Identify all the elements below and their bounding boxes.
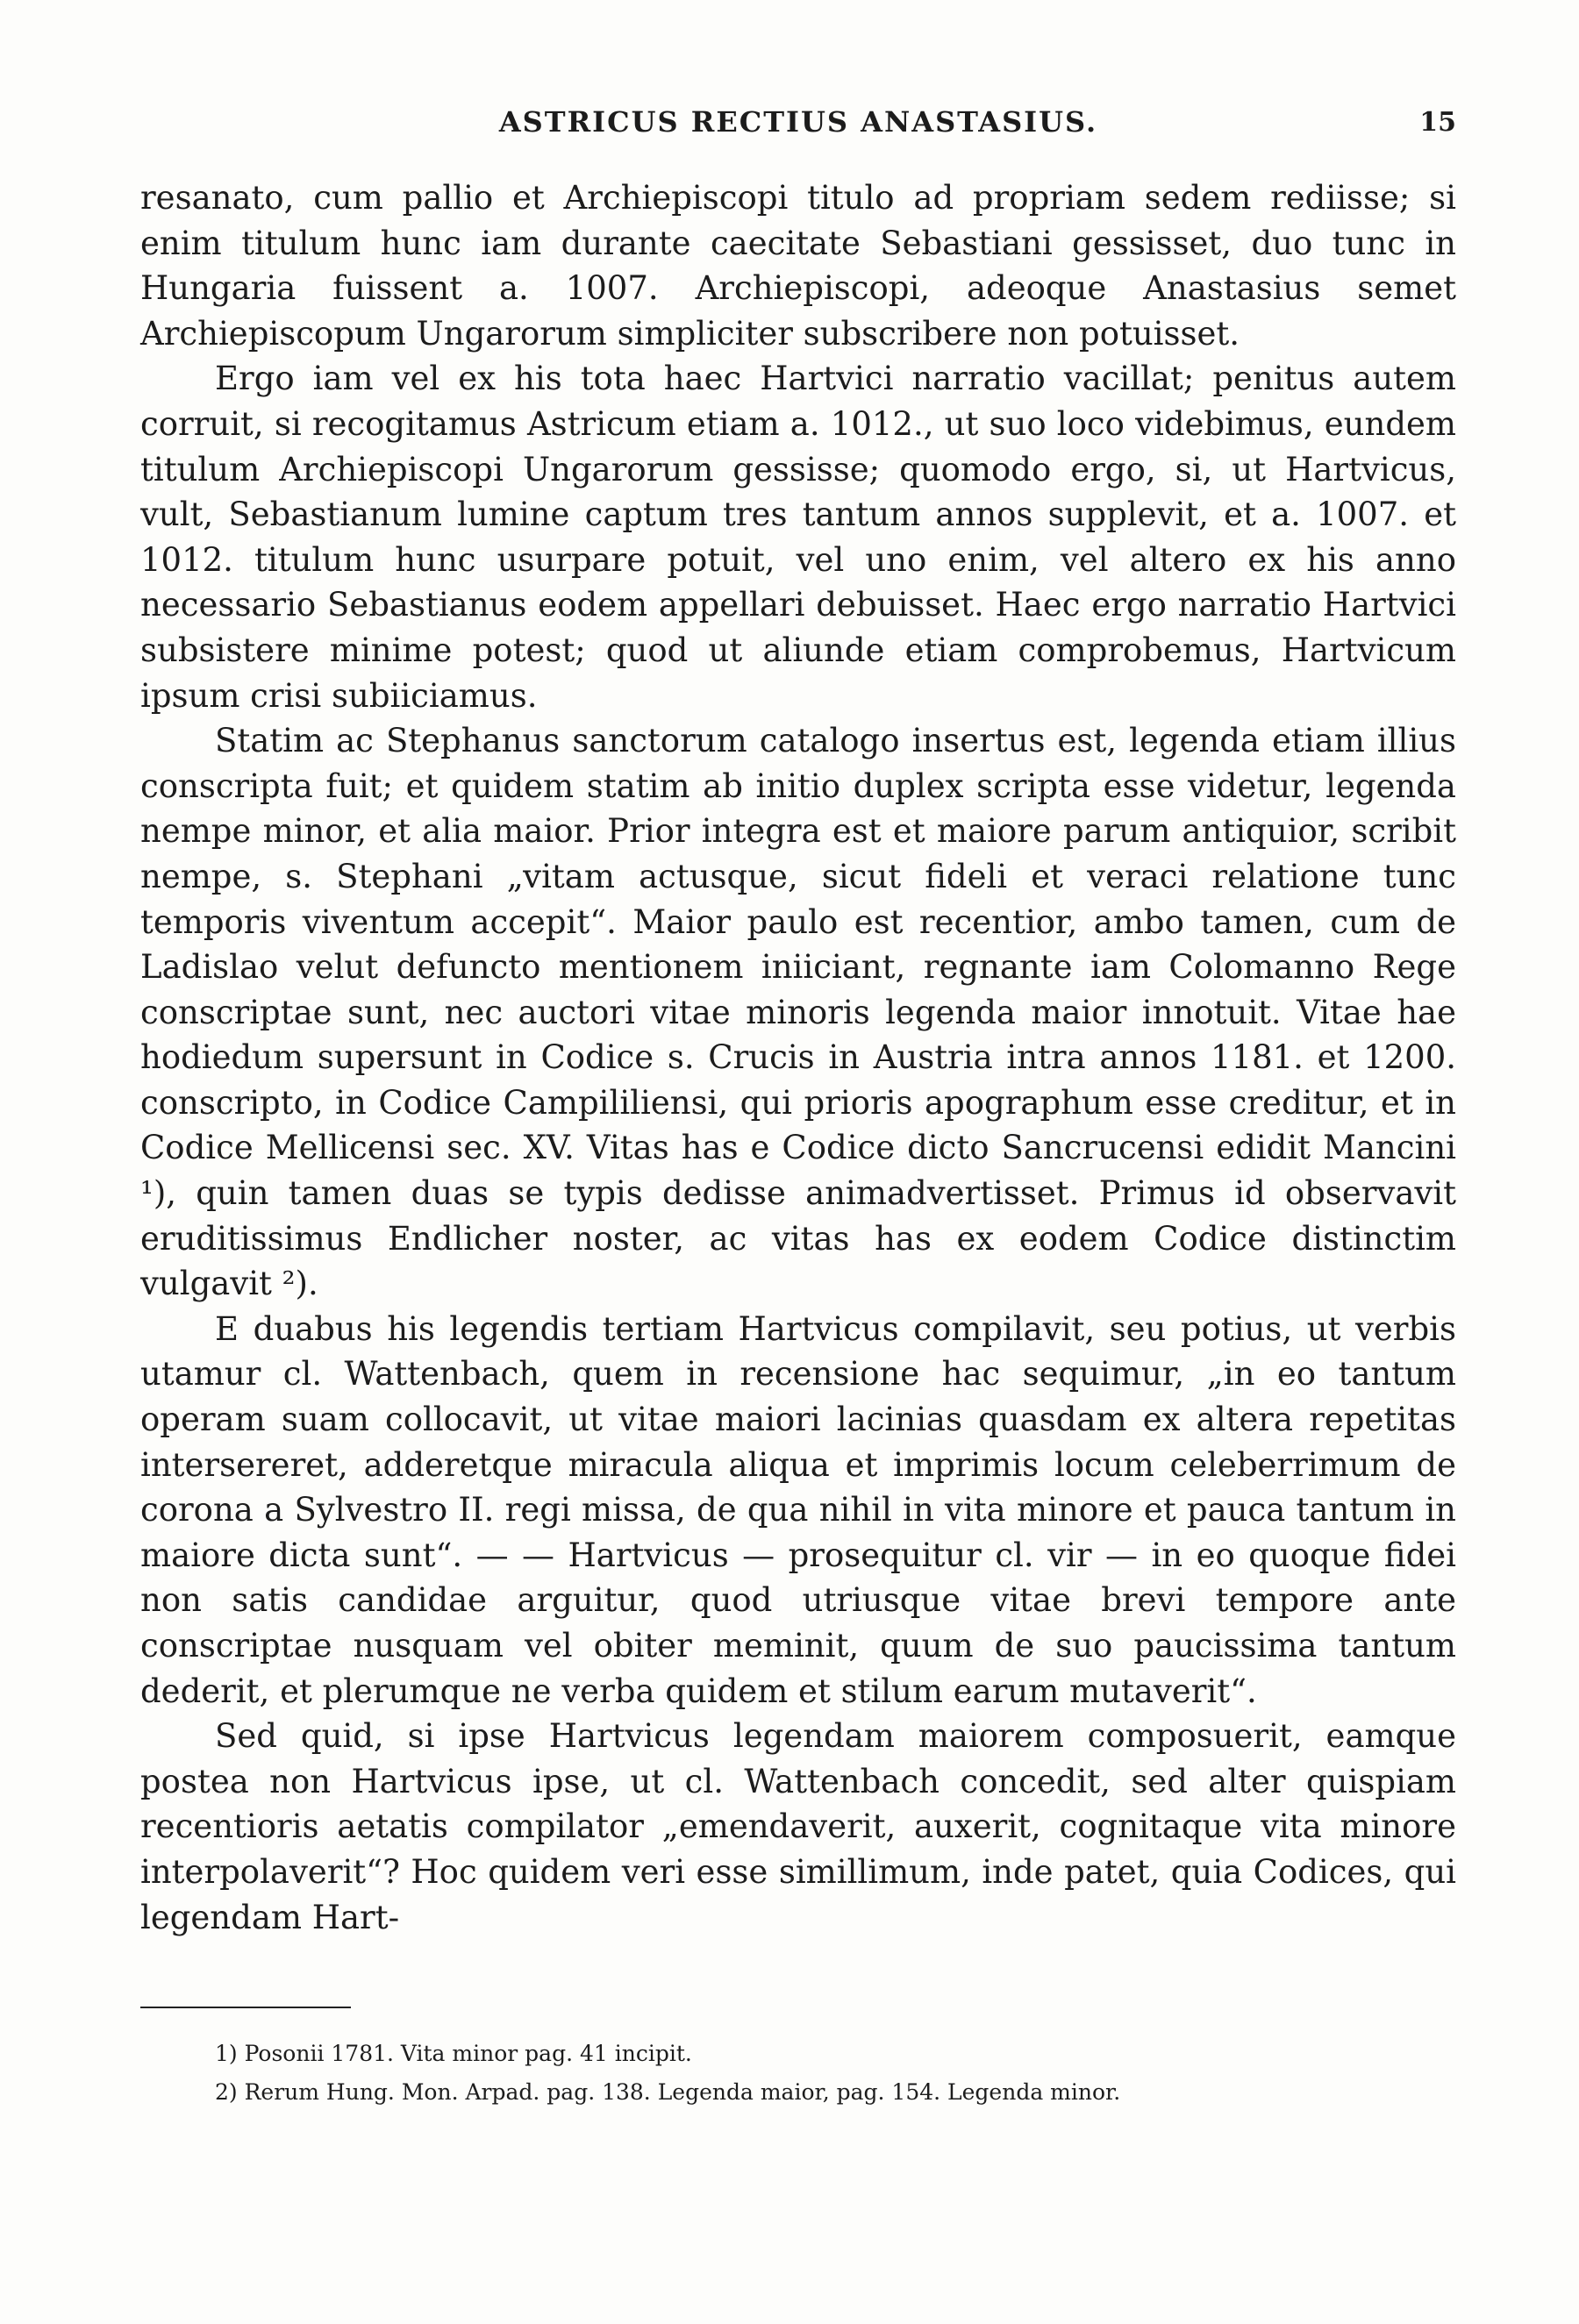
running-title: ASTRICUS RECTIUS ANASTASIUS.	[498, 105, 1098, 139]
running-header	[140, 105, 1456, 158]
paragraph-2: Ergo iam vel ex his tota haec Hartvici narratio vacillat; penitus autem corruit, si recogitamus Astricum etiam a. 1012., ut suo loco videbimus, eundem titulum Archiepiscopi Ungarorum gessisse; quomodo ergo, si, ut Hartvicus, vult, Sebastianum lumine captum tres tantum annos supplevit, et a. 1007. et 1012. titulum hunc usurpare potuit, vel uno enim, vel altero ex his anno necessario Sebastianus eodem appellari debuisset. Haec ergo narratio Hartvici subsistere minime potest; quod ut aliunde etiam comprobemus, Hartvicum ipsum crisi subiiciamus.	[140, 360, 1456, 715]
footnote-2: 2) Rerum Hung. Mon. Arpad. pag. 138. Legenda maior, pag. 154. Legenda minor.	[215, 2079, 1121, 2105]
footnote-1: 1) Posonii 1781. Vita minor pag. 41 incipit.	[215, 2041, 692, 2066]
body-text	[140, 175, 1456, 1940]
footnote-divider	[140, 2007, 351, 2008]
paragraph-5: Sed quid, si ipse Hartvicus legendam maiorem composuerit, eamque postea non Hartvicus ipse, ut cl. Wattenbach concedit, sed alter quispiam recentioris aetatis compilator „emendaverit, auxerit, cognitaque vita minore interpolaverit“? Hoc quidem veri esse simillimum, inde patet, quia Codices, qui legendam Hart-	[140, 1717, 1456, 1936]
page	[140, 105, 1456, 2105]
paragraph-4: E duabus his legendis tertiam Hartvicus compilavit, seu potius, ut verbis utamur cl. Wattenbach, quem in recensione hac sequimur, „in eo tantum operam suam collocavit, ut vitae maiori lacinias quasdam ex altera repetitas intersereret, adderetque miracula aliqua et imprimis locum celeberrimum de corona a Sylvestro II. regi missa, de qua nihil in vita minore et pauca tantum in maiore dicta sunt“. — — Hartvicus — prosequitur cl. vir — in eo quoque fidei non satis candidae arguitur, quod utriusque vitae brevi tempore ante conscriptae nusquam vel obiter meminit, quum de suo paucissima tantum dederit, et plerumque ne verba quidem et stilum earum mutaverit“.	[140, 1309, 1456, 1710]
paragraph-3: Statim ac Stephanus sanctorum catalogo insertus est, legenda etiam illius conscripta fuit; et quidem statim ab initio duplex scripta esse videtur, legenda nempe minor, et alia maior. Prior integra est et maiore parum antiquior, scribit nempe, s. Stephani „vitam actusque, sicut fideli et veraci relatione tunc temporis viventum accepit“. Maior paulo est recentior, ambo tamen, cum de Ladislao velut defuncto mentionem iniiciant, regnante iam Colomanno Rege conscriptae sunt, nec auctori vitae minoris legenda maior innotuit. Vitae hae hodiedum supersunt in Codice s. Crucis in Austria intra annos 1181. et 1200. conscripto, in Codice Campililiensi, qui prioris apographum esse creditur, et in Codice Mellicensi sec. XV. Vitas has e Codice dicto Sancrucensi edidit Mancini ¹), quin tamen duas se typis dedisse animadvertisset. Primus id observavit eruditissimus Endlicher noster, ac vitas has ex eodem Codice distinctim vulgavit ²).	[140, 722, 1456, 1303]
page-number: 15	[1419, 107, 1456, 138]
footnotes	[215, 2035, 1443, 2112]
paragraph-1: resanato, cum pallio et Archiepiscopi titulo ad propriam sedem rediisse; si enim titulum hunc iam durante caecitate Sebastiani gessisset, duo tunc in Hungaria fuissent a. 1007. Archiepiscopi, adeoque Anastasius semet Archiepiscopum Ungarorum simpliciter subscribere non potuisset.	[140, 179, 1456, 353]
